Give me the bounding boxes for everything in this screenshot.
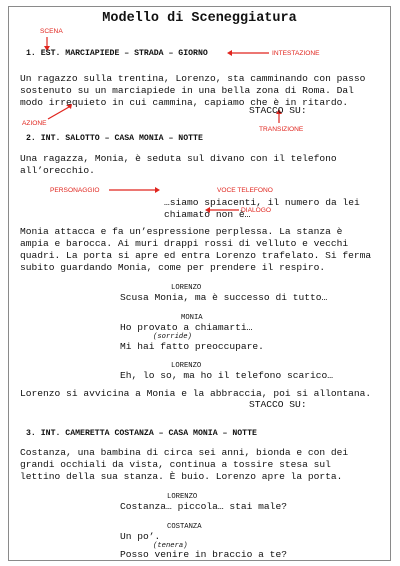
annotation-personaggio: PERSONAGGIO <box>50 187 100 194</box>
screenplay-page <box>8 6 391 561</box>
scene-1-heading: 1. EST. MARCIAPIEDE – STRADA – GIORNO <box>26 49 208 58</box>
parenthetical-sorride: (sorride) <box>153 333 192 341</box>
annotation-intestazione: INTESTAZIONE <box>272 50 320 57</box>
dialog-costanza-line-1: Un po’. <box>120 531 161 542</box>
annotation-voce-telefono: VOCE TELEFONO <box>217 187 273 194</box>
dialog-lorenzo-1: Scusa Monia, ma è successo di tutto… <box>120 292 328 303</box>
dialog-lorenzo-2: Eh, lo so, ma ho il telefono scarico… <box>120 370 334 381</box>
parenthetical-tenera: (tenera) <box>153 542 188 550</box>
scene-2-transition: STACCO SU: <box>249 399 307 410</box>
character-monia: MONIA <box>181 314 203 322</box>
phone-dialog-line-2: chiamato non è… <box>164 209 251 220</box>
dialog-lorenzo-3: Costanza… piccola… stai male? <box>120 501 287 512</box>
character-lorenzo-3: LORENZO <box>167 493 198 501</box>
character-lorenzo-2: LORENZO <box>171 362 202 370</box>
scene-1-action-line-2: sostenuto su un marciapiede in una bella zona di Roma. Dal <box>20 85 354 96</box>
scene-2-action-2-line-1: Monia attacca e fa un’espressione perplessa. La stanza è <box>20 226 343 237</box>
annotation-dialogo: DIALOGO <box>241 207 272 214</box>
scene-3-action-line-1: Costanza, una bambina di circa sei anni, bionda e con dei <box>20 447 349 458</box>
scene-2-heading: 2. INT. SALOTTO – CASA MONIA – NOTTE <box>26 134 203 143</box>
scene-1-action-line-1: Un ragazzo sulla trentina, Lorenzo, sta camminando con passo <box>20 73 366 84</box>
scene-2-action-3: Lorenzo si avvicina a Monia e la abbraccia, poi si allontana. <box>20 388 372 399</box>
annotation-scena: SCENA <box>40 28 63 35</box>
dialog-monia-line-2: Mi hai fatto preoccupare. <box>120 341 264 352</box>
scene-3-action-line-3: lettino della sua stanza. È buio. Lorenzo apre la porta. <box>20 471 343 482</box>
annotation-azione: AZIONE <box>22 120 47 127</box>
scene-1-transition: STACCO SU: <box>249 105 307 116</box>
dialog-monia-line-1: Ho provato a chiamarti… <box>120 322 253 333</box>
scene-2-action-2-line-4: subito guardando Monia, come per prendere il respiro. <box>20 262 326 273</box>
scene-3-heading: 3. INT. CAMERETTA COSTANZA – CASA MONIA – NOTTE <box>26 429 257 438</box>
scene-1-action-line-3: modo irrequieto in cui cammina, capiamo che è in ritardo. <box>20 97 349 108</box>
scene-2-action-1-line-1: Una ragazza, Monia, è seduta sul divano con il telefono <box>20 153 337 164</box>
scene-2-action-2-line-3: quadri. La porta si apre ed entra Lorenzo trafelato. Si ferma <box>20 250 372 261</box>
dialog-costanza-line-2: Posso venire in braccio a te? <box>120 549 287 560</box>
scene-2-action-1-line-2: all’orecchio. <box>20 165 95 176</box>
phone-dialog-line-1: …siamo spiacenti, il numero da lei <box>164 197 360 208</box>
page-title: Modello di Sceneggiatura <box>102 11 297 26</box>
annotation-transizione: TRANSIZIONE <box>259 126 304 133</box>
scene-3-action-line-2: grandi occhiali da vista, continua a tossire stesa sul <box>20 459 331 470</box>
character-lorenzo-1: LORENZO <box>171 284 202 292</box>
scene-2-action-2-line-2: ampia e barocca. Ai muri drappi rossi di velluto e vecchi <box>20 238 349 249</box>
arrowhead-intestazione <box>227 50 232 56</box>
arrowhead-personaggio <box>155 187 160 193</box>
character-costanza: COSTANZA <box>167 523 202 531</box>
